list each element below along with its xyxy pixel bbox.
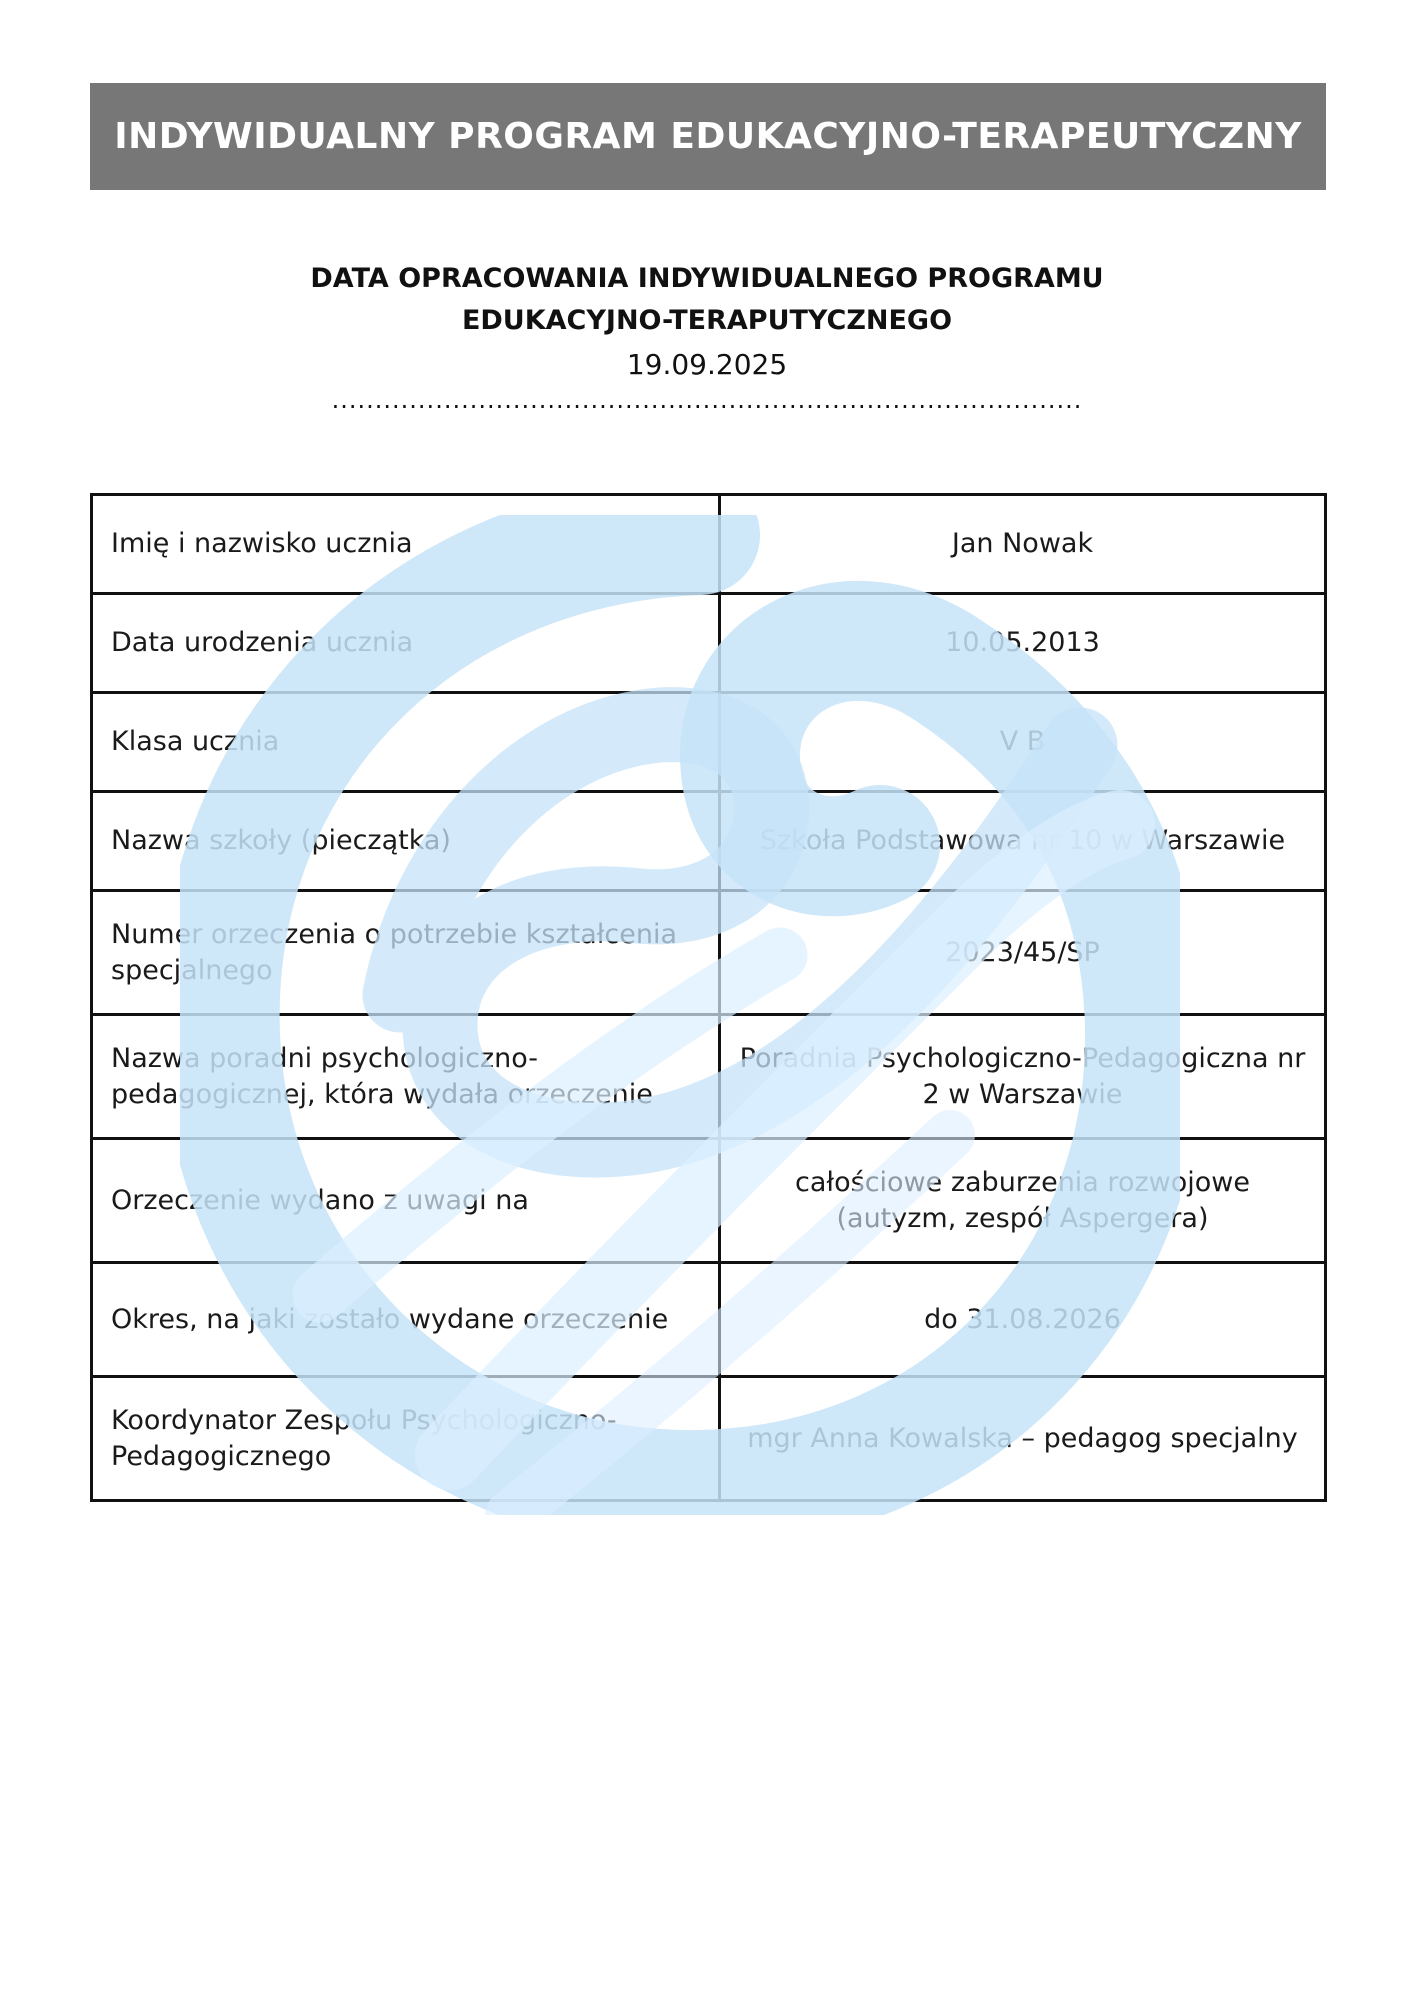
row-value-certificate-reason: całościowe zaburzenia rozwojowe (autyzm, zespół Aspergera)	[720, 1139, 1326, 1263]
row-value-certificate-period: do 31.08.2026	[720, 1263, 1326, 1377]
row-label-school-name: Nazwa szkoły (pieczątka)	[92, 792, 720, 891]
document-title: INDYWIDUALNY PROGRAM EDUKACYJNO-TERAPEUTYCZNY	[114, 116, 1302, 157]
row-label-team-coordinator: Koordynator Zespołu Psychologiczno-Pedagogicznego	[92, 1377, 720, 1501]
row-value-student-name: Jan Nowak	[720, 495, 1326, 594]
table-row	[92, 693, 1326, 792]
table-row	[92, 1139, 1326, 1263]
row-label-student-name: Imię i nazwisko ucznia	[92, 495, 720, 594]
date-heading-line-1: DATA OPRACOWANIA INDYWIDUALNEGO PROGRAMU	[310, 263, 1104, 294]
row-value-certificate-number: 2023/45/SP	[720, 891, 1326, 1015]
table-row	[92, 1015, 1326, 1139]
row-label-class: Klasa ucznia	[92, 693, 720, 792]
row-value-class: V B	[720, 693, 1326, 792]
table-row	[92, 792, 1326, 891]
row-value-school-name: Szkoła Podstawowa nr 10 w Warszawie	[720, 792, 1326, 891]
row-label-certificate-period: Okres, na jaki zostało wydane orzeczenie	[92, 1263, 720, 1377]
table-row	[92, 594, 1326, 693]
table-row	[92, 495, 1326, 594]
row-label-certificate-number: Numer orzeczenia o potrzebie kształcenia specjalnego	[92, 891, 720, 1015]
row-label-certificate-reason: Orzeczenie wydano z uwagi na	[92, 1139, 720, 1263]
table-row	[92, 1263, 1326, 1377]
row-value-birth-date: 10.05.2013	[720, 594, 1326, 693]
row-value-team-coordinator: mgr Anna Kowalska – pedagog specjalny	[720, 1377, 1326, 1501]
table-row	[92, 1377, 1326, 1501]
row-label-clinic-name: Nazwa poradni psychologiczno-pedagogicznej, która wydała orzeczenie	[92, 1015, 720, 1139]
date-section	[0, 258, 1414, 412]
preparation-date: 19.09.2025	[626, 348, 788, 381]
table-row	[92, 891, 1326, 1015]
date-heading-line-2: EDUKACYJNO-TERAPUTYCZNEGO	[461, 305, 953, 336]
header-banner	[90, 83, 1326, 190]
row-label-birth-date: Data urodzenia ucznia	[92, 594, 720, 693]
signature-dotted-line: .......................................................................................	[331, 386, 1083, 414]
row-value-clinic-name: Poradnia Psychologiczno-Pedagogiczna nr 2 w Warszawie	[720, 1015, 1326, 1139]
student-info-table	[90, 493, 1327, 1502]
